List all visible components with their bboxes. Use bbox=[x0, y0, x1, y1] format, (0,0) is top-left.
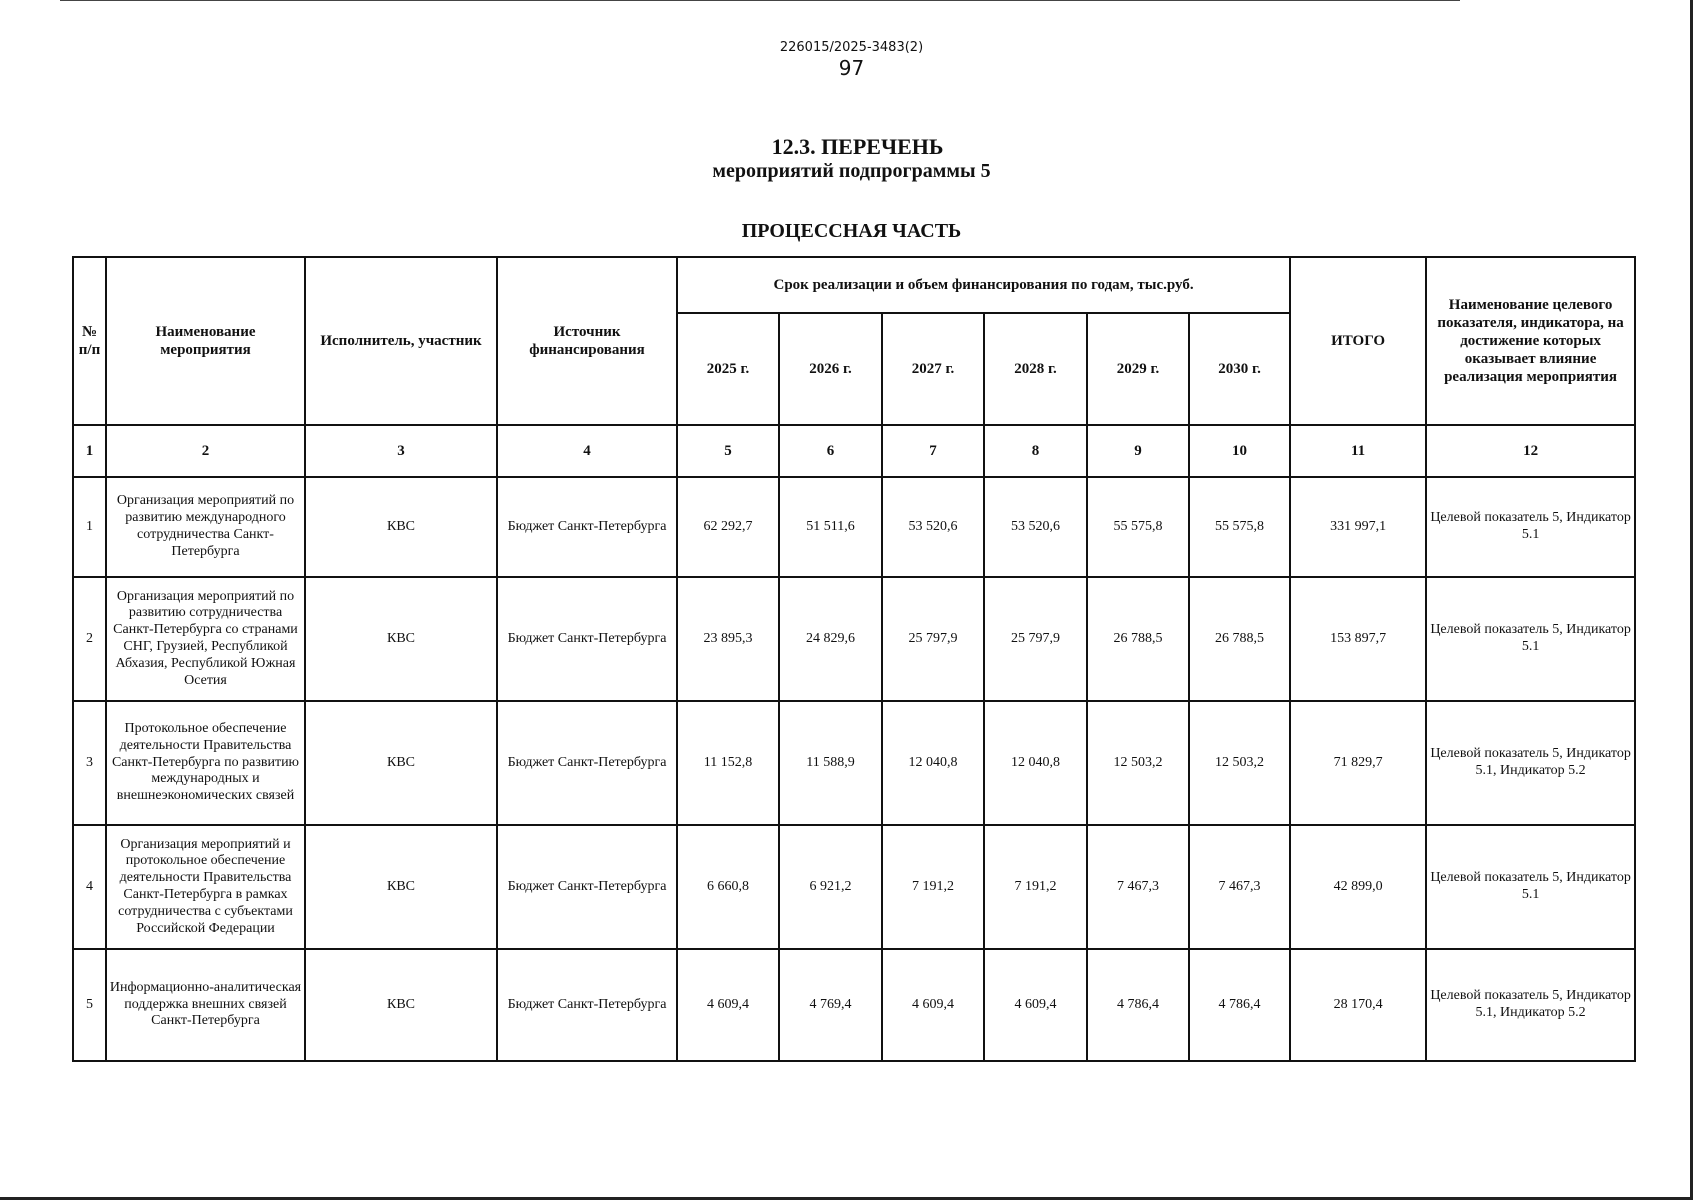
column-number: 12 bbox=[1426, 425, 1635, 477]
header-name: Наименование мероприятия bbox=[106, 257, 305, 425]
value-2027: 12 040,8 bbox=[882, 701, 984, 825]
value-2027: 4 609,4 bbox=[882, 949, 984, 1061]
column-number: 4 bbox=[497, 425, 677, 477]
activity-name: Протокольное обеспечение деятельности Правительства Санкт-Петербурга по развитию международных и внешнеэкономических связей bbox=[106, 701, 305, 825]
value-2027: 25 797,9 bbox=[882, 577, 984, 701]
value-2030: 55 575,8 bbox=[1189, 477, 1290, 577]
header-year: 2028 г. bbox=[984, 313, 1087, 425]
value-2028: 7 191,2 bbox=[984, 825, 1087, 949]
row-number: 2 bbox=[73, 577, 106, 701]
value-2029: 26 788,5 bbox=[1087, 577, 1189, 701]
activity-name: Организация мероприятий по развитию сотрудничества Санкт-Петербурга со странами СНГ, Грузией, Республикой Абхазия, Республикой Южная Осетия bbox=[106, 577, 305, 701]
value-2029: 7 467,3 bbox=[1087, 825, 1189, 949]
executor: КВС bbox=[305, 701, 497, 825]
header-indicator: Наименование целевого показателя, индикатора, на достижение которых оказывает влияние реализация мероприятия bbox=[1426, 257, 1635, 425]
value-2026: 4 769,4 bbox=[779, 949, 882, 1061]
table-body bbox=[73, 477, 1635, 1061]
column-number: 10 bbox=[1189, 425, 1290, 477]
value-2027: 7 191,2 bbox=[882, 825, 984, 949]
value-2028: 12 040,8 bbox=[984, 701, 1087, 825]
column-number: 8 bbox=[984, 425, 1087, 477]
funding-source: Бюджет Санкт-Петербурга bbox=[497, 949, 677, 1061]
activity-name: Информационно-аналитическая поддержка внешних связей Санкт-Петербурга bbox=[106, 949, 305, 1061]
column-number: 3 bbox=[305, 425, 497, 477]
row-total: 28 170,4 bbox=[1290, 949, 1426, 1061]
value-2027: 53 520,6 bbox=[882, 477, 984, 577]
header-period: Срок реализации и объем финансирования по годам, тыс.руб. bbox=[677, 257, 1290, 313]
value-2025: 23 895,3 bbox=[677, 577, 779, 701]
table-header bbox=[73, 257, 1635, 477]
column-number: 5 bbox=[677, 425, 779, 477]
activities-table bbox=[72, 256, 1636, 1062]
row-total: 153 897,7 bbox=[1290, 577, 1426, 701]
section-title: ПРОЦЕССНАЯ ЧАСТЬ bbox=[741, 220, 962, 242]
executor: КВС bbox=[305, 949, 497, 1061]
column-number: 1 bbox=[73, 425, 106, 477]
row-number: 5 bbox=[73, 949, 106, 1061]
column-number: 6 bbox=[779, 425, 882, 477]
value-2028: 25 797,9 bbox=[984, 577, 1087, 701]
header-year: 2029 г. bbox=[1087, 313, 1189, 425]
value-2028: 4 609,4 bbox=[984, 949, 1087, 1061]
value-2028: 53 520,6 bbox=[984, 477, 1087, 577]
header-year: 2027 г. bbox=[882, 313, 984, 425]
funding-source: Бюджет Санкт-Петербурга bbox=[497, 577, 677, 701]
page-subtitle: мероприятий подпрограммы 5 bbox=[712, 160, 991, 182]
value-2029: 55 575,8 bbox=[1087, 477, 1189, 577]
activity-name: Организация мероприятий и протокольное обеспечение деятельности Правительства Санкт-Петербурга в рамках сотрудничества с субъектами Российской Федерации bbox=[106, 825, 305, 949]
column-number: 2 bbox=[106, 425, 305, 477]
indicator: Целевой показатель 5, Индикатор 5.1 bbox=[1426, 577, 1635, 701]
executor: КВС bbox=[305, 477, 497, 577]
header-num: № п/п bbox=[73, 257, 106, 425]
indicator: Целевой показатель 5, Индикатор 5.1, Индикатор 5.2 bbox=[1426, 949, 1635, 1061]
header-year: 2030 г. bbox=[1189, 313, 1290, 425]
table-row bbox=[73, 825, 1635, 949]
value-2029: 12 503,2 bbox=[1087, 701, 1189, 825]
row-number: 3 bbox=[73, 701, 106, 825]
value-2025: 62 292,7 bbox=[677, 477, 779, 577]
header-year: 2026 г. bbox=[779, 313, 882, 425]
row-number: 1 bbox=[73, 477, 106, 577]
executor: КВС bbox=[305, 825, 497, 949]
row-total: 42 899,0 bbox=[1290, 825, 1426, 949]
funding-source: Бюджет Санкт-Петербурга bbox=[497, 701, 677, 825]
indicator: Целевой показатель 5, Индикатор 5.1 bbox=[1426, 477, 1635, 577]
header-executor: Исполнитель, участник bbox=[305, 257, 497, 425]
funding-source: Бюджет Санкт-Петербурга bbox=[497, 477, 677, 577]
header-source: Источник финансирования bbox=[497, 257, 677, 425]
indicator: Целевой показатель 5, Индикатор 5.1 bbox=[1426, 825, 1635, 949]
indicator: Целевой показатель 5, Индикатор 5.1, Индикатор 5.2 bbox=[1426, 701, 1635, 825]
value-2026: 6 921,2 bbox=[779, 825, 882, 949]
executor: КВС bbox=[305, 577, 497, 701]
funding-source: Бюджет Санкт-Петербурга bbox=[497, 825, 677, 949]
value-2026: 51 511,6 bbox=[779, 477, 882, 577]
value-2030: 4 786,4 bbox=[1189, 949, 1290, 1061]
table-row bbox=[73, 577, 1635, 701]
table-row bbox=[73, 477, 1635, 577]
row-number: 4 bbox=[73, 825, 106, 949]
value-2026: 24 829,6 bbox=[779, 577, 882, 701]
value-2029: 4 786,4 bbox=[1087, 949, 1189, 1061]
top-border-line bbox=[60, 0, 1460, 1]
value-2030: 12 503,2 bbox=[1189, 701, 1290, 825]
header-year: 2025 г. bbox=[677, 313, 779, 425]
document-number: 226015/2025-3483(2) bbox=[779, 40, 924, 55]
page-title: 12.3. ПЕРЕЧЕНЬ bbox=[771, 134, 944, 159]
table-row bbox=[73, 949, 1635, 1061]
row-total: 331 997,1 bbox=[1290, 477, 1426, 577]
table-row bbox=[73, 701, 1635, 825]
column-number: 11 bbox=[1290, 425, 1426, 477]
value-2026: 11 588,9 bbox=[779, 701, 882, 825]
header-total: ИТОГО bbox=[1290, 257, 1426, 425]
activity-name: Организация мероприятий по развитию международного сотрудничества Санкт-Петербурга bbox=[106, 477, 305, 577]
row-total: 71 829,7 bbox=[1290, 701, 1426, 825]
value-2025: 6 660,8 bbox=[677, 825, 779, 949]
value-2030: 7 467,3 bbox=[1189, 825, 1290, 949]
column-number-row bbox=[73, 425, 1635, 477]
column-number: 7 bbox=[882, 425, 984, 477]
page-number: 97 bbox=[838, 56, 865, 80]
value-2025: 11 152,8 bbox=[677, 701, 779, 825]
value-2030: 26 788,5 bbox=[1189, 577, 1290, 701]
column-number: 9 bbox=[1087, 425, 1189, 477]
value-2025: 4 609,4 bbox=[677, 949, 779, 1061]
